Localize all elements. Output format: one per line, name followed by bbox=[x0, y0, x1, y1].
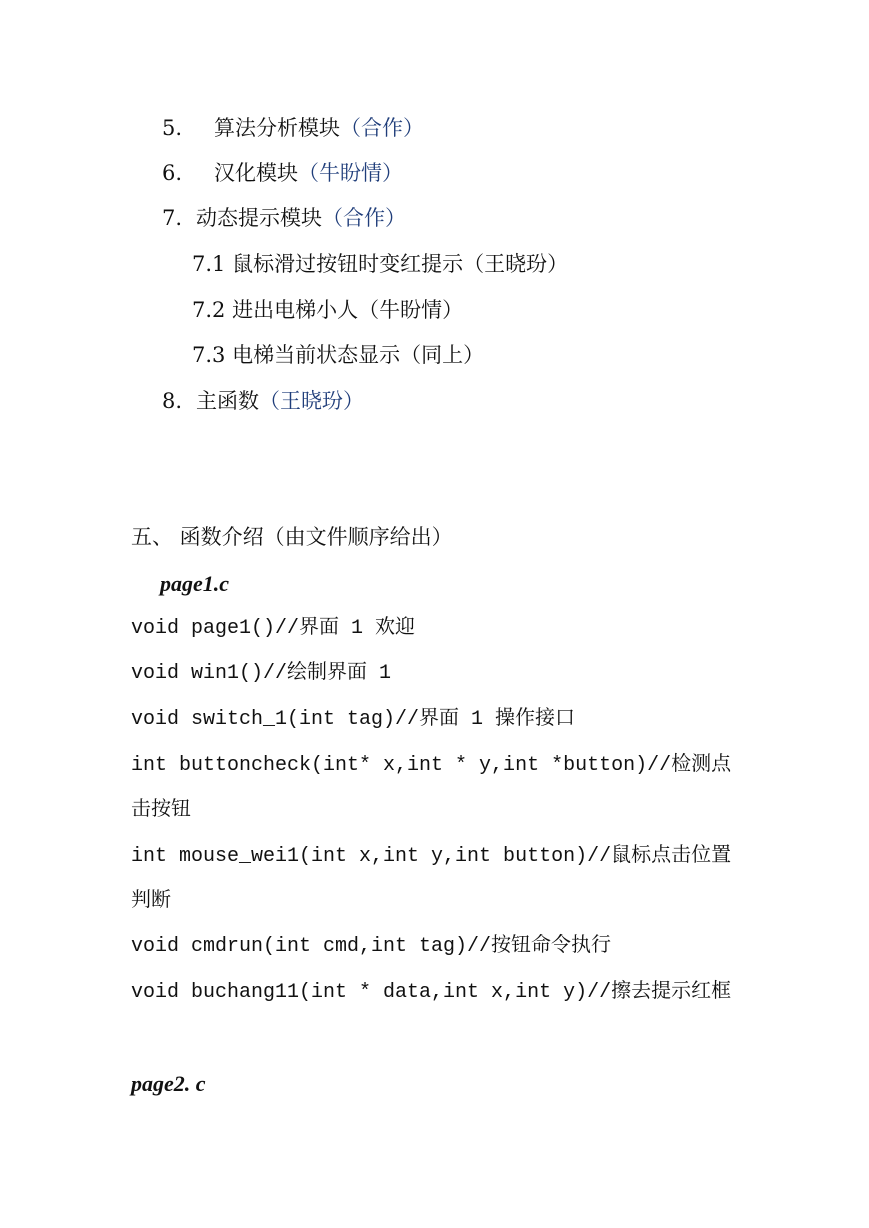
list-item-7 bbox=[162, 204, 406, 232]
code-line: void switch_1(int tag)//界面 1 操作接口 bbox=[131, 708, 576, 731]
list-item-number: 5. bbox=[162, 116, 183, 140]
sub-item-7-2: 7.2 进出电梯小人（牛盼情） bbox=[192, 298, 464, 322]
list-item-label: 主函数 bbox=[196, 389, 259, 413]
sub-item-7-3: 7.3 电梯当前状态显示（同上） bbox=[192, 343, 485, 367]
list-item-label: 算法分析模块 bbox=[214, 116, 340, 140]
list-item-owner: （合作） bbox=[340, 116, 424, 140]
section-heading: 五、 函数介绍（由文件顺序给出） bbox=[131, 525, 453, 549]
list-item-label: 汉化模块 bbox=[214, 161, 298, 185]
code-line: void cmdrun(int cmd,int tag)//按钮命令执行 bbox=[131, 935, 612, 958]
code-line: void page1()//界面 1 欢迎 bbox=[131, 617, 416, 640]
code-line: void buchang11(int * data,int x,int y)//擦去提示红框 bbox=[131, 981, 732, 1004]
list-item-number: 8. bbox=[162, 389, 183, 413]
file-name-page2: page2. c bbox=[131, 1071, 206, 1096]
code-line: 击按钮 bbox=[131, 799, 191, 822]
code-line: int buttoncheck(int* x,int * y,int *button)//检测点 bbox=[131, 754, 732, 777]
code-line: 判断 bbox=[131, 890, 171, 913]
code-line: void win1()//绘制界面 1 bbox=[131, 662, 392, 685]
sub-item-7-1: 7.1 鼠标滑过按钮时变红提示（王晓玢） bbox=[192, 252, 569, 276]
list-item-label: 动态提示模块 bbox=[196, 206, 322, 230]
list-item-owner: （王晓玢） bbox=[259, 389, 364, 413]
list-item-owner: （合作） bbox=[322, 206, 406, 230]
list-item-number: 6. bbox=[162, 161, 183, 185]
code-line: int mouse_wei1(int x,int y,int button)//鼠标点击位置 bbox=[131, 845, 732, 868]
file-name-page1: page1.c bbox=[160, 571, 230, 596]
list-item-6 bbox=[162, 159, 403, 187]
list-item-number: 7. bbox=[162, 206, 183, 230]
list-item-owner: （牛盼情） bbox=[298, 161, 403, 185]
list-item-5 bbox=[162, 114, 424, 142]
list-item-8 bbox=[162, 387, 364, 415]
